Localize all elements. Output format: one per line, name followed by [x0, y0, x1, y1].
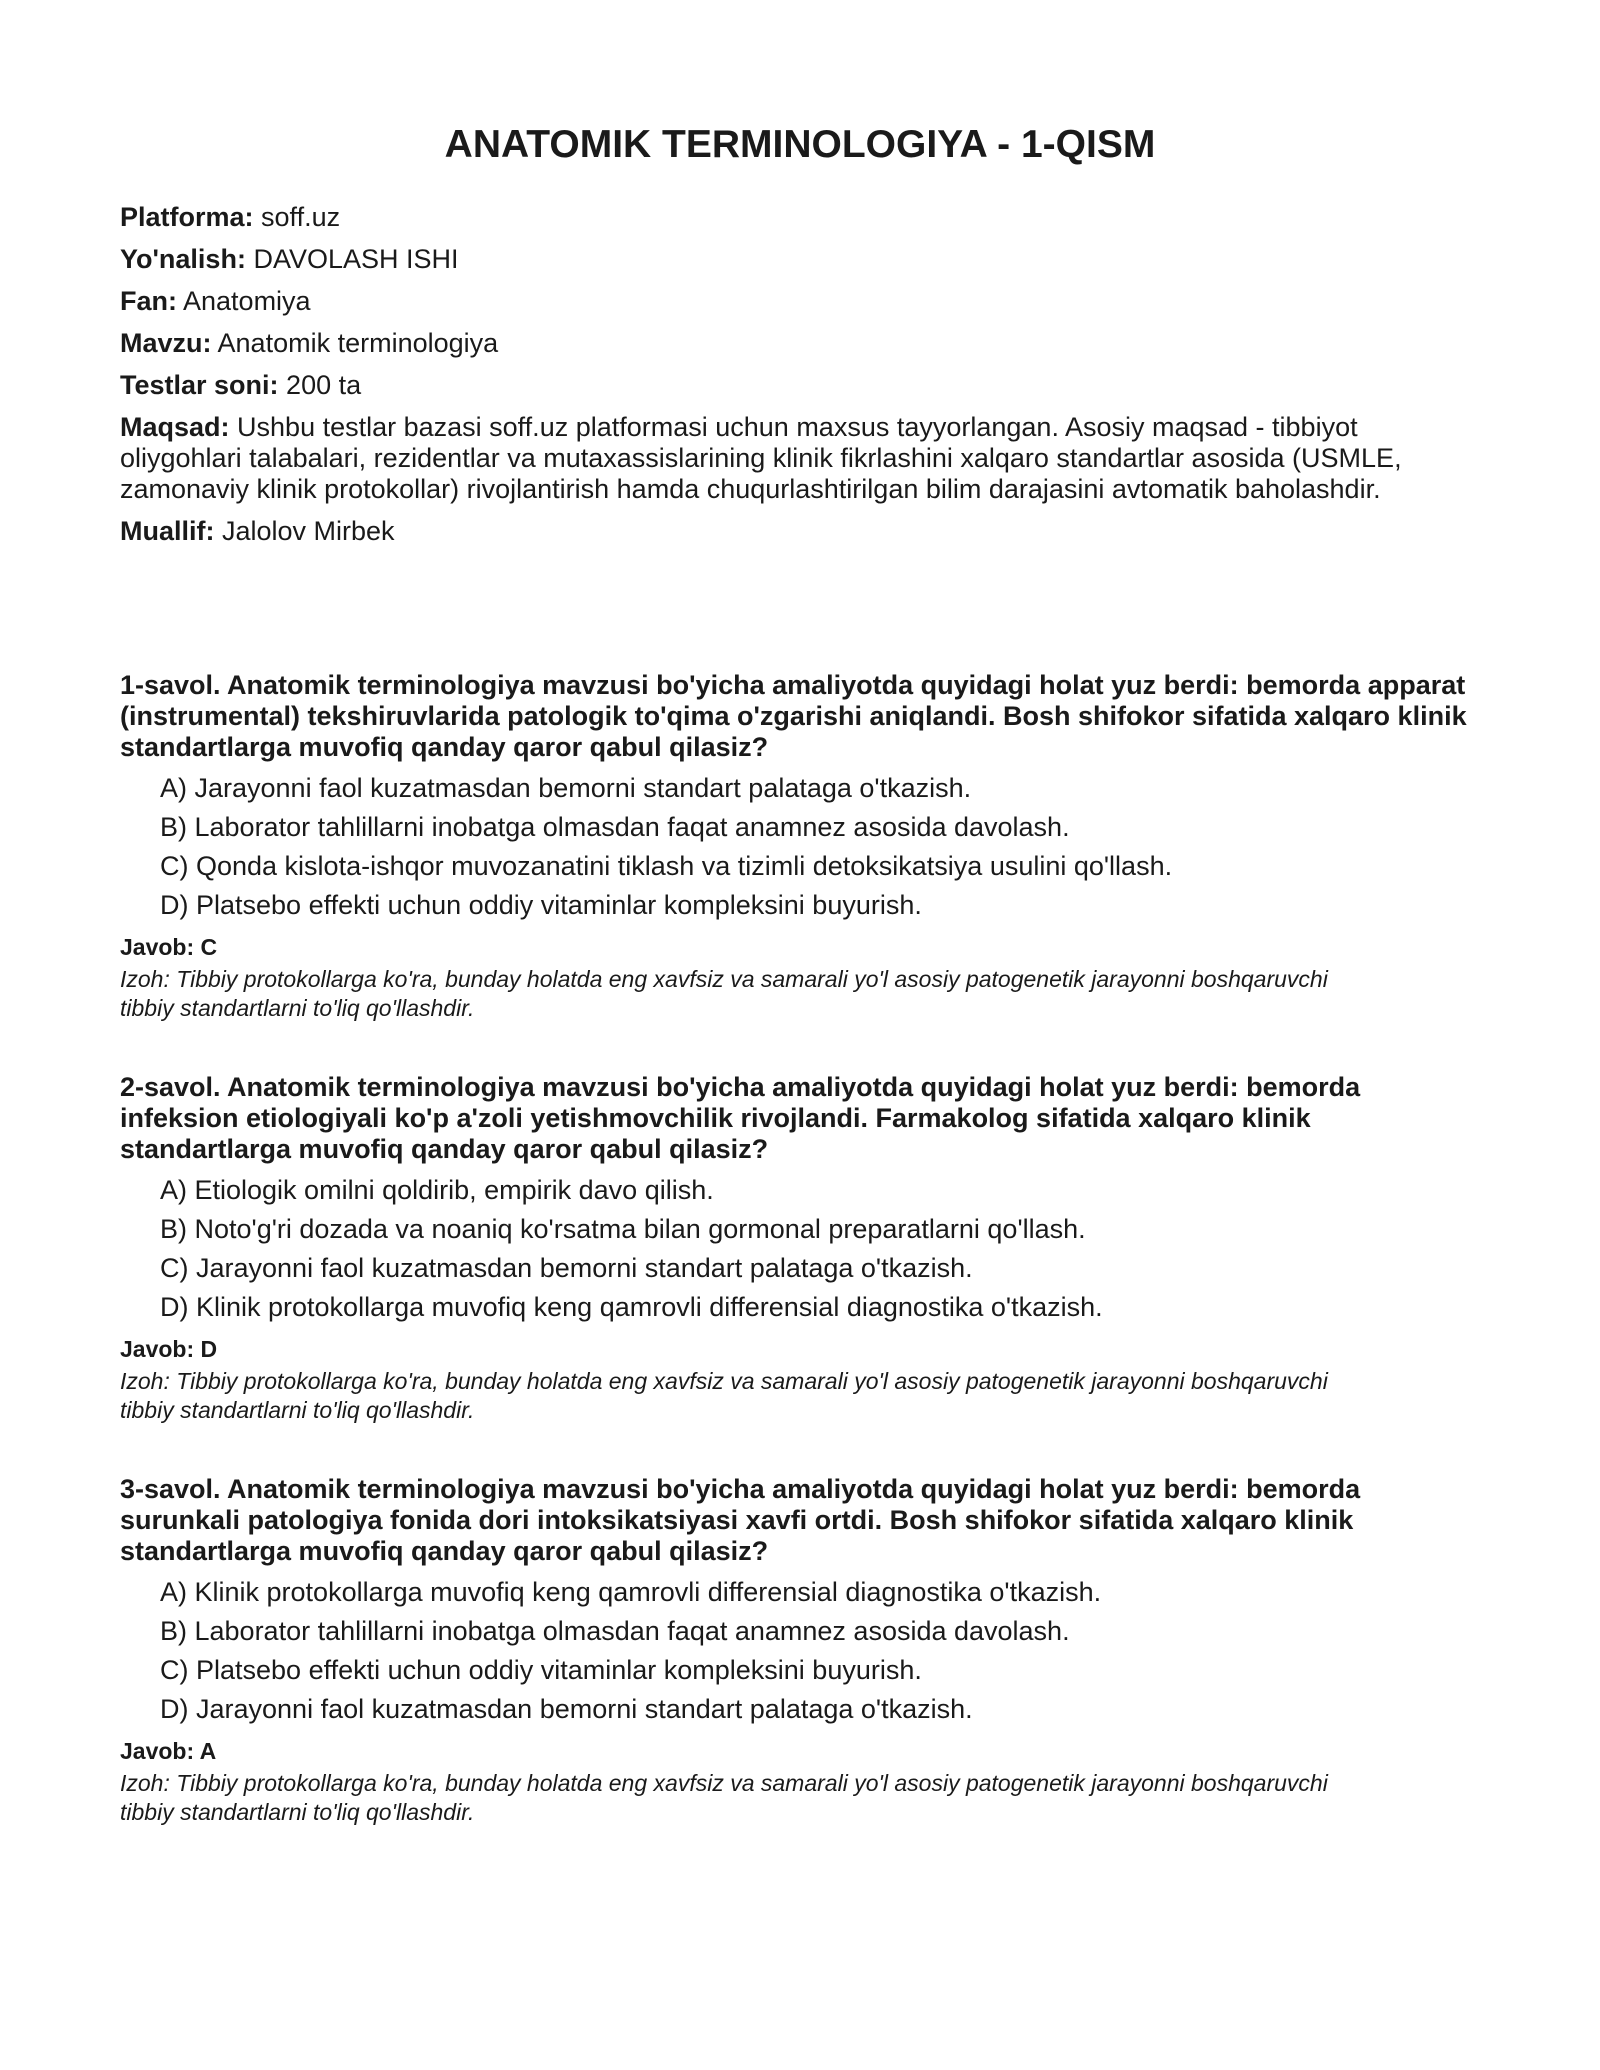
option-c: C) Qonda kislota-ishqor muvozanatini tiklash va tizimli detoksikatsiya usulini qo'llash. — [160, 851, 1173, 881]
meta-value: Ushbu testlar bazasi soff.uz platformasi uchun maxsus tayyorlangan. Asosiy maqsad - tibbiyot oliygohlari talabalari, rezidentlar va mutaxassislarining klinik fikrlashini xalqaro standartlar asosida (USMLE, zamonaviy klinik protokollar) rivojlantirish hamda chuqurlashtirilgan bilim darajasini avtomatik baholashdir. — [120, 412, 1402, 504]
option-d: D) Klinik protokollarga muvofiq keng qamrovli differensial diagnostika o'tkazish. — [160, 1292, 1103, 1322]
option-b: B) Noto'g'ri dozada va noaniq ko'rsatma bilan gormonal preparatlarni qo'llash. — [160, 1214, 1086, 1244]
meta-direction — [120, 244, 1480, 275]
option-d: D) Platsebo effekti uchun oddiy vitaminlar kompleksini buyurish. — [160, 890, 922, 920]
question-text: 1-savol. Anatomik terminologiya mavzusi bo'yicha amaliyotda quyidagi holat yuz berdi: bemorda apparat (instrumental) tekshiruvlarida patologik to'qima o'zgarishi aniqlandi. Bosh shifokor sifatida xalqaro klinik standartlarga muvofiq qanday qaror qabul qilasiz? — [120, 670, 1467, 762]
meta-label: Maqsad: — [120, 412, 230, 442]
option-c: C) Jarayonni faol kuzatmasdan bemorni standart palataga o'tkazish. — [160, 1253, 973, 1283]
question-3 — [120, 1474, 1480, 1827]
answer: Javob: D — [120, 1336, 218, 1362]
meta-value: 200 ta — [278, 370, 362, 400]
meta-label: Yo'nalish: — [120, 244, 246, 274]
option-list — [120, 1577, 1480, 1725]
meta-purpose — [120, 412, 1480, 505]
meta-label: Platforma: — [120, 202, 254, 232]
question-1 — [120, 670, 1480, 1023]
answer: Javob: A — [120, 1738, 217, 1764]
meta-label: Muallif: — [120, 516, 215, 546]
option-b: B) Laborator tahlillarni inobatga olmasdan faqat anamnez asosida davolash. — [160, 1616, 1070, 1646]
meta-label: Testlar soni: — [120, 370, 279, 400]
option-a: A) Etiologik omilni qoldirib, empirik davo qilish. — [160, 1175, 714, 1205]
explanation: Izoh: Tibbiy protokollarga ko'ra, bunday holatda eng xavfsiz va samarali yo'l asosiy patogenetik jarayonni boshqaruvchi tibbiy standartlarni to'liq qo'llashdir. — [120, 1770, 1328, 1825]
meta-subject — [120, 286, 1480, 317]
answer: Javob: C — [120, 934, 218, 960]
option-list — [120, 773, 1480, 921]
document-meta — [120, 202, 1480, 558]
explanation: Izoh: Tibbiy protokollarga ko'ra, bunday holatda eng xavfsiz va samarali yo'l asosiy patogenetik jarayonni boshqaruvchi tibbiy standartlarni to'liq qo'llashdir. — [120, 966, 1328, 1021]
meta-value: Anatomiya — [177, 286, 311, 316]
option-list — [120, 1175, 1480, 1323]
option-a: A) Jarayonni faol kuzatmasdan bemorni standart palataga o'tkazish. — [160, 773, 972, 803]
meta-topic — [120, 328, 1480, 359]
meta-platform — [120, 202, 1480, 233]
meta-label: Fan: — [120, 286, 177, 316]
question-list — [120, 670, 1480, 1876]
meta-value: soff.uz — [253, 202, 341, 232]
meta-label: Mavzu: — [120, 328, 212, 358]
meta-author — [120, 516, 1480, 547]
option-a: A) Klinik protokollarga muvofiq keng qamrovli differensial diagnostika o'tkazish. — [160, 1577, 1102, 1607]
meta-test-count — [120, 370, 1480, 401]
meta-value: Jalolov Mirbek — [214, 516, 395, 546]
option-d: D) Jarayonni faol kuzatmasdan bemorni standart palataga o'tkazish. — [160, 1694, 973, 1724]
question-2 — [120, 1072, 1480, 1425]
option-b: B) Laborator tahlillarni inobatga olmasdan faqat anamnez asosida davolash. — [160, 812, 1070, 842]
meta-value: Anatomik terminologiya — [211, 328, 499, 358]
option-c: C) Platsebo effekti uchun oddiy vitaminlar kompleksini buyurish. — [160, 1655, 922, 1685]
question-text: 3-savol. Anatomik terminologiya mavzusi bo'yicha amaliyotda quyidagi holat yuz berdi: bemorda surunkali patologiya fonida dori intoksikatsiyasi xavfi ortdi. Bosh shifokor sifatida xalqaro klinik standartlarga muvofiq qanday qaror qabul qilasiz? — [120, 1474, 1361, 1566]
meta-value: DAVOLASH ISHI — [245, 244, 459, 274]
document-title: ANATOMIK TERMINOLOGIYA - 1-QISM — [444, 123, 1156, 166]
question-text: 2-savol. Anatomik terminologiya mavzusi bo'yicha amaliyotda quyidagi holat yuz berdi: bemorda infeksion etiologiyali ko'p a'zoli yetishmovchilik rivojlandi. Farmakolog sifatida xalqaro klinik standartlarga muvofiq qanday qaror qabul qilasiz? — [120, 1072, 1361, 1164]
explanation: Izoh: Tibbiy protokollarga ko'ra, bunday holatda eng xavfsiz va samarali yo'l asosiy patogenetik jarayonni boshqaruvchi tibbiy standartlarni to'liq qo'llashdir. — [120, 1368, 1328, 1423]
